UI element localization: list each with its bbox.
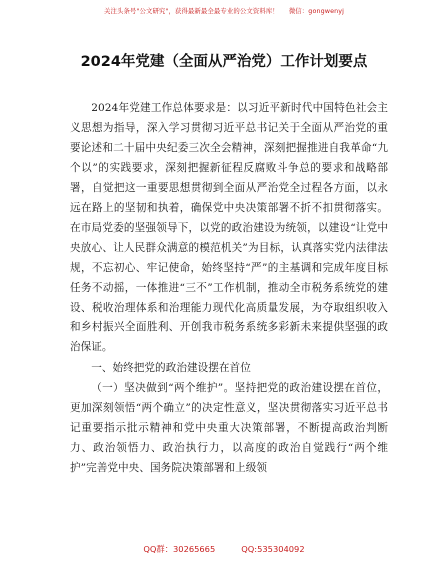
footer-qq: QQ:535304092 — [241, 544, 305, 554]
document-body — [70, 99, 388, 479]
intro-paragraph: 2024年党建工作总体要求是：以习近平新时代中国特色社会主义思想为指导，深入学习贯彻习近平总书记关于全面从严治党的重要论述和二十届中央纪委三次全会精神，深刻把握推进自我革命“九个以”的实践要求，深刻把握新征程反腐败斗争总的要求和战略部署，自觉把这一重要思想贯彻到全面从严治党全过程各方面，以永远在路上的坚韧和执着，确保党中央决策部署不折不扣贯彻落实。在市局党委的坚强领导下，以党的政治建设为统领，以建设“让党中央放心、让人民群众满意的模范机关”为目标，认真落实党内法律法规，不忘初心、牢记使命，始终坚持“严”的主基调和完成年度目标任务不动摇，一体推进“三不”工作机制，推动全市税务系统党的建设、税收治理体系和治理能力现代化高质量发展，为夺取组织收入和乡村振兴全面胜利、开创我市税务系统多彩新未来提供坚强的政治保证。 — [70, 102, 388, 354]
subsection-paragraph-1: （一）坚决做到“两个维护”。坚持把党的政治建设摆在首位，更加深刻领悟“两个确立”的决定性意义，坚决贯彻落实习近平总书记重要指示批示精神和党中央重大决策部署，不断提高政治判断力、政治领悟力、政治执行力，以高度的政治自觉践行“两个维护”完善党中央、国务院决策部署和上级领 — [70, 382, 388, 475]
document-title: 2024年党建（全面从严治党）工作计划要点 — [80, 54, 368, 70]
banner-wechat-text: 微信：gongwenyj — [288, 7, 345, 15]
footer-qq-group: QQ群：30265665 — [143, 544, 216, 554]
top-banner — [0, 6, 448, 15]
footer-contact — [0, 543, 448, 555]
banner-promo-text: 关注头条号"公文研究"，获得最新最全最专业的公文资料库！ — [103, 7, 279, 15]
section-heading-1: 一、始终把党的政治建设摆在首位 — [91, 362, 251, 375]
